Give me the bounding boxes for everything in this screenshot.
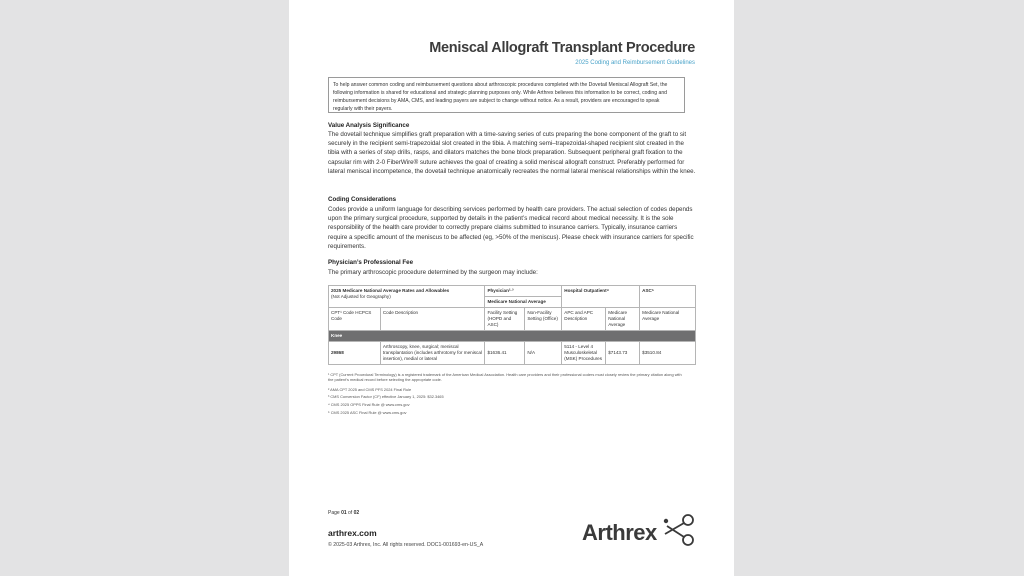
section-body-fee: The primary arthroscopic procedure determined by the surgeon may include: — [328, 269, 538, 276]
document-page — [289, 0, 734, 576]
cell-code: 29868 — [329, 342, 381, 365]
page-of: of — [346, 510, 354, 516]
mna-header: Medicare National Average — [485, 297, 562, 308]
cell-nonfacility: N/A — [525, 342, 562, 365]
section-heading-fee: Physician’s Professional Fee — [328, 259, 414, 266]
page-title: Meniscal Allograft Transplant Procedure — [429, 40, 695, 56]
cell-facility: $1636.41 — [485, 342, 525, 365]
table-row — [329, 342, 696, 365]
page-current: 01 — [341, 510, 347, 516]
page-subtitle: 2025 Coding and Reimbursement Guidelines — [575, 60, 695, 66]
site-link[interactable]: arthrex.com — [328, 528, 377, 538]
col-hosp-mna: Medicare National Average — [606, 308, 640, 331]
col-nonfacility: Non-Facility Setting (Office) — [525, 308, 562, 331]
footnote-2: ² AMA CPT 2025 and CMS PFS 2024 Final Rule — [328, 387, 412, 392]
table-title-cell — [329, 286, 485, 308]
page-prefix: Page — [328, 510, 342, 516]
cell-desc: Arthroscopy, knee, surgical; meniscal transplantation (includes arthrotomy for meniscal insertion), medial or lateral — [380, 342, 485, 365]
section-heading-value: Value Analysis Significance — [328, 122, 410, 129]
hospital-header: Hospital Outpatient⁴ — [562, 286, 640, 308]
notice-box: To help answer common coding and reimbursement questions about arthroscopic procedures completed with the Dovetail Meniscal Allograft Set, the following information is shared for educational and strategic planning purposes only. While Arthrex believes this information to be correct, coding and reimbursement decisions by AMA, CMS, and leading payers are subject to change without notice. As a result, providers are encouraged to speak regularly with their payers. — [328, 77, 685, 113]
cell-apc: 5114 - Level 4 Musculoskeletal (MSK) Procedures — [562, 342, 606, 365]
rates-table — [328, 285, 696, 365]
scissors-logo-icon — [659, 512, 697, 548]
arthrex-logo: Arthrex — [582, 520, 657, 545]
footnote-5: ⁵ CMS 2025 ASC Final Rule @ www.cms.gov — [328, 410, 407, 415]
col-facility: Facility Setting (HOPD and ASC) — [485, 308, 525, 331]
section-body-coding: Codes provide a uniform language for describing services performed by health care providers. The actual selection of codes depends upon the primary surgical procedure, supported by details in the patient’s medical record about medical necessity. It is the sole responsibility of the health care provider to correctly prepare claims submitted to insurance carriers. Typically, insurance carriers require a specific amount of the meniscus to be affected (eg, >50% of the meniscus). Please check with insurance carriers for specific requirements. — [328, 206, 694, 250]
col-apc: APC and APC Description — [562, 308, 606, 331]
footnote-4: ⁴ CMS 2025 OPPS Final Rule @ www.cms.gov — [328, 402, 410, 407]
col-desc: Code Description — [380, 308, 485, 331]
footnote-1: ¹ CPT (Current Procedural Terminology) is a registered trademark of the American Medical Association. Health care providers and their professional coders must closely review the primary citation along with the patient’s medical record before selecting the appropriate code. — [328, 372, 682, 382]
asc-header: ASC⁵ — [640, 286, 696, 308]
col-code: CPT¹ Code HCPCS Code — [329, 308, 381, 331]
section-body-value: The dovetail technique simplifies graft preparation with a time-saving series of cuts preparing the bone component of the graft to sit securely in the recipient semi-trapezoidal slot created in the tibia. A matching semi–trapezoidal-shaped recipient slot created in the tibia with a series of step drills, rasps, and dilators matches the bone block preparation. Subsequent peripheral graft fixation to the capsular rim with 2-0 FiberWire® suture achieves the goal of creating a solid meniscal allograft construct. Preferably performed for lateral meniscal incompetence, the dovetail technique anatomically recreates the normal lateral meniscal relationships within the knee. — [328, 131, 696, 175]
physician-header: Physician²·³ — [485, 286, 562, 297]
section-label-knee: Knee — [329, 331, 696, 342]
page-total: 02 — [353, 510, 360, 516]
page-number — [328, 510, 359, 516]
cell-asc: $3510.84 — [640, 342, 696, 365]
copyright: © 2025-03 Arthrex, Inc. All rights reserved. DOC1-001693-en-US_A — [328, 542, 484, 548]
cell-hosp: $7143.73 — [606, 342, 640, 365]
table-title-sub: (Not Adjusted for Geography) — [331, 294, 391, 299]
footnote-3: ³ CMS Conversion Factor (CF) effective January 1, 2025: $32.3465 — [328, 394, 444, 399]
section-heading-coding: Coding Considerations — [328, 196, 397, 203]
col-asc-mna: Medicare National Average — [640, 308, 696, 331]
table-title: 2025 Medicare National Average Rates and Allowables — [331, 288, 450, 293]
